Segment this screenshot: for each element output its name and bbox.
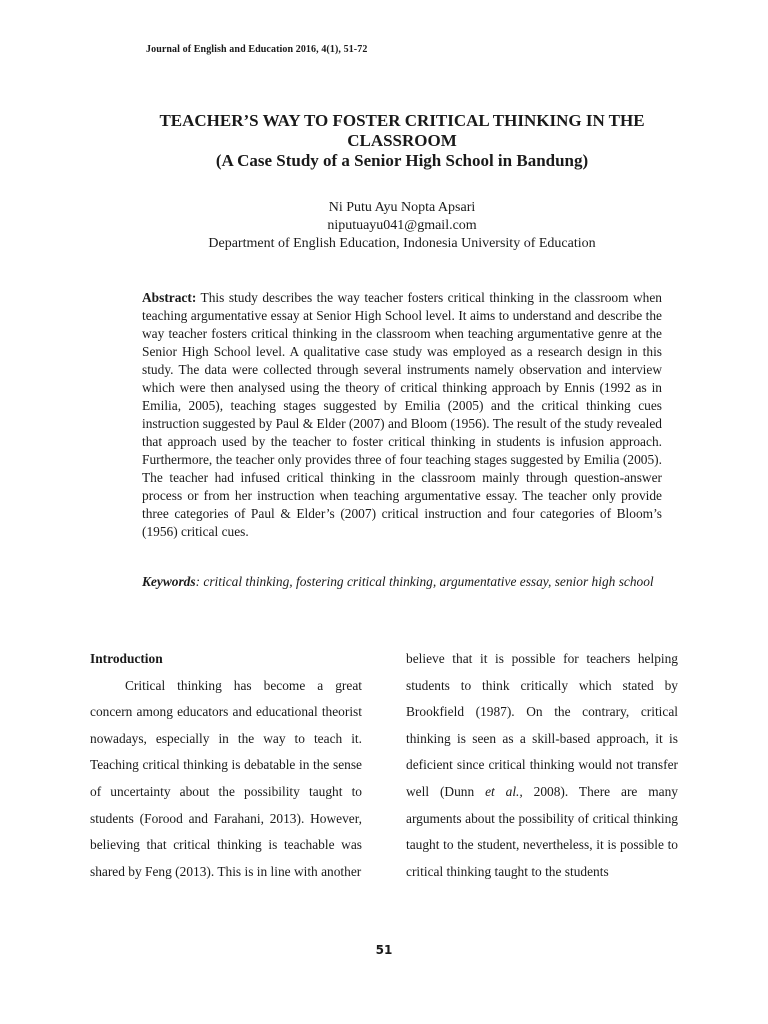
intro-paragraph-left: [90, 673, 362, 886]
author-block: [100, 199, 704, 253]
keywords: [142, 572, 662, 591]
author-affiliation: Department of English Education, Indonesia University of Education: [208, 236, 596, 251]
paper-title: [100, 111, 704, 171]
keywords-text: : critical thinking, fostering critical thinking, argumentative essay, senior high school: [195, 574, 654, 589]
page-number: 51: [375, 943, 393, 957]
author-email: niputuayu041@gmail.com: [327, 218, 477, 233]
intro-text-right-2: 2008). There are many arguments about the possibility of critical thinking taught to the student, nevertheless, it is possible to critical thinking taught to the students: [406, 783, 678, 879]
right-column: [406, 646, 678, 885]
keywords-label: Keywords: [142, 574, 196, 589]
intro-text-left: Critical thinking has become a great concern among educators and educational theorist nowadays, especially in the way to teach it. Teaching critical thinking is debatable in the sense of uncertainty about the possibility taught to students (Forood and Farahani, 2013). However, believing that critical thinking is teachable was shared by Feng (2013). This is in line with another: [90, 677, 362, 879]
journal-citation: Journal of English and Education 2016, 4(1), 51-72: [146, 44, 368, 55]
abstract: [142, 289, 662, 541]
abstract-label: Abstract:: [142, 290, 197, 305]
intro-paragraph-right: [406, 646, 678, 885]
title-line-2: CLASSROOM: [347, 131, 457, 150]
author-name: Ni Putu Ayu Nopta Apsari: [328, 200, 476, 215]
title-subtitle: (A Case Study of a Senior High School in Bandung): [215, 151, 589, 170]
title-line-1: TEACHER’S WAY TO FOSTER CRITICAL THINKING IN THE: [159, 111, 645, 130]
intro-text-right-italic: et al.,: [485, 783, 523, 799]
left-column: [90, 646, 362, 885]
section-heading-introduction: Introduction: [90, 651, 163, 666]
intro-text-right-1: believe that it is possible for teachers helping students to think critically which stated by Brookfield (1987). On the contrary, critical thinking is seen as a skill-based approach, it is deficient since critical thinking would not transfer well (Dunn: [406, 651, 678, 799]
abstract-text: This study describes the way teacher fosters critical thinking in the classroom when teaching argumentative essay at Senior High School level. It aims to understand and describe the way teacher fosters critical thinking in the classroom when teaching argumentative genre at the Senior High School level. A qualitative case study was employed as a research design in this study. The data were collected through several instruments namely observation and interview which were then analysed using the theory of critical thinking approach by Ennis (1992 as in Emilia, 2005), teaching stages suggested by Emilia (2005) and the critical thinking cues instruction suggested by Paul & Elder (2007) and Bloom (1956). The result of the study revealed that approach used by the teacher to foster critical thinking in students is infusion approach. Furthermore, the teacher only provides three of four teaching stages suggested by Emilia (2005). The teacher had infused critical thinking in the classroom mainly through question-answer process or from her instruction when teaching argumentative essay. The teacher only provide three categories of Paul & Elder’s (2007) critical instruction and four categories of Bloom’s (1956) critical cues.: [142, 290, 662, 539]
